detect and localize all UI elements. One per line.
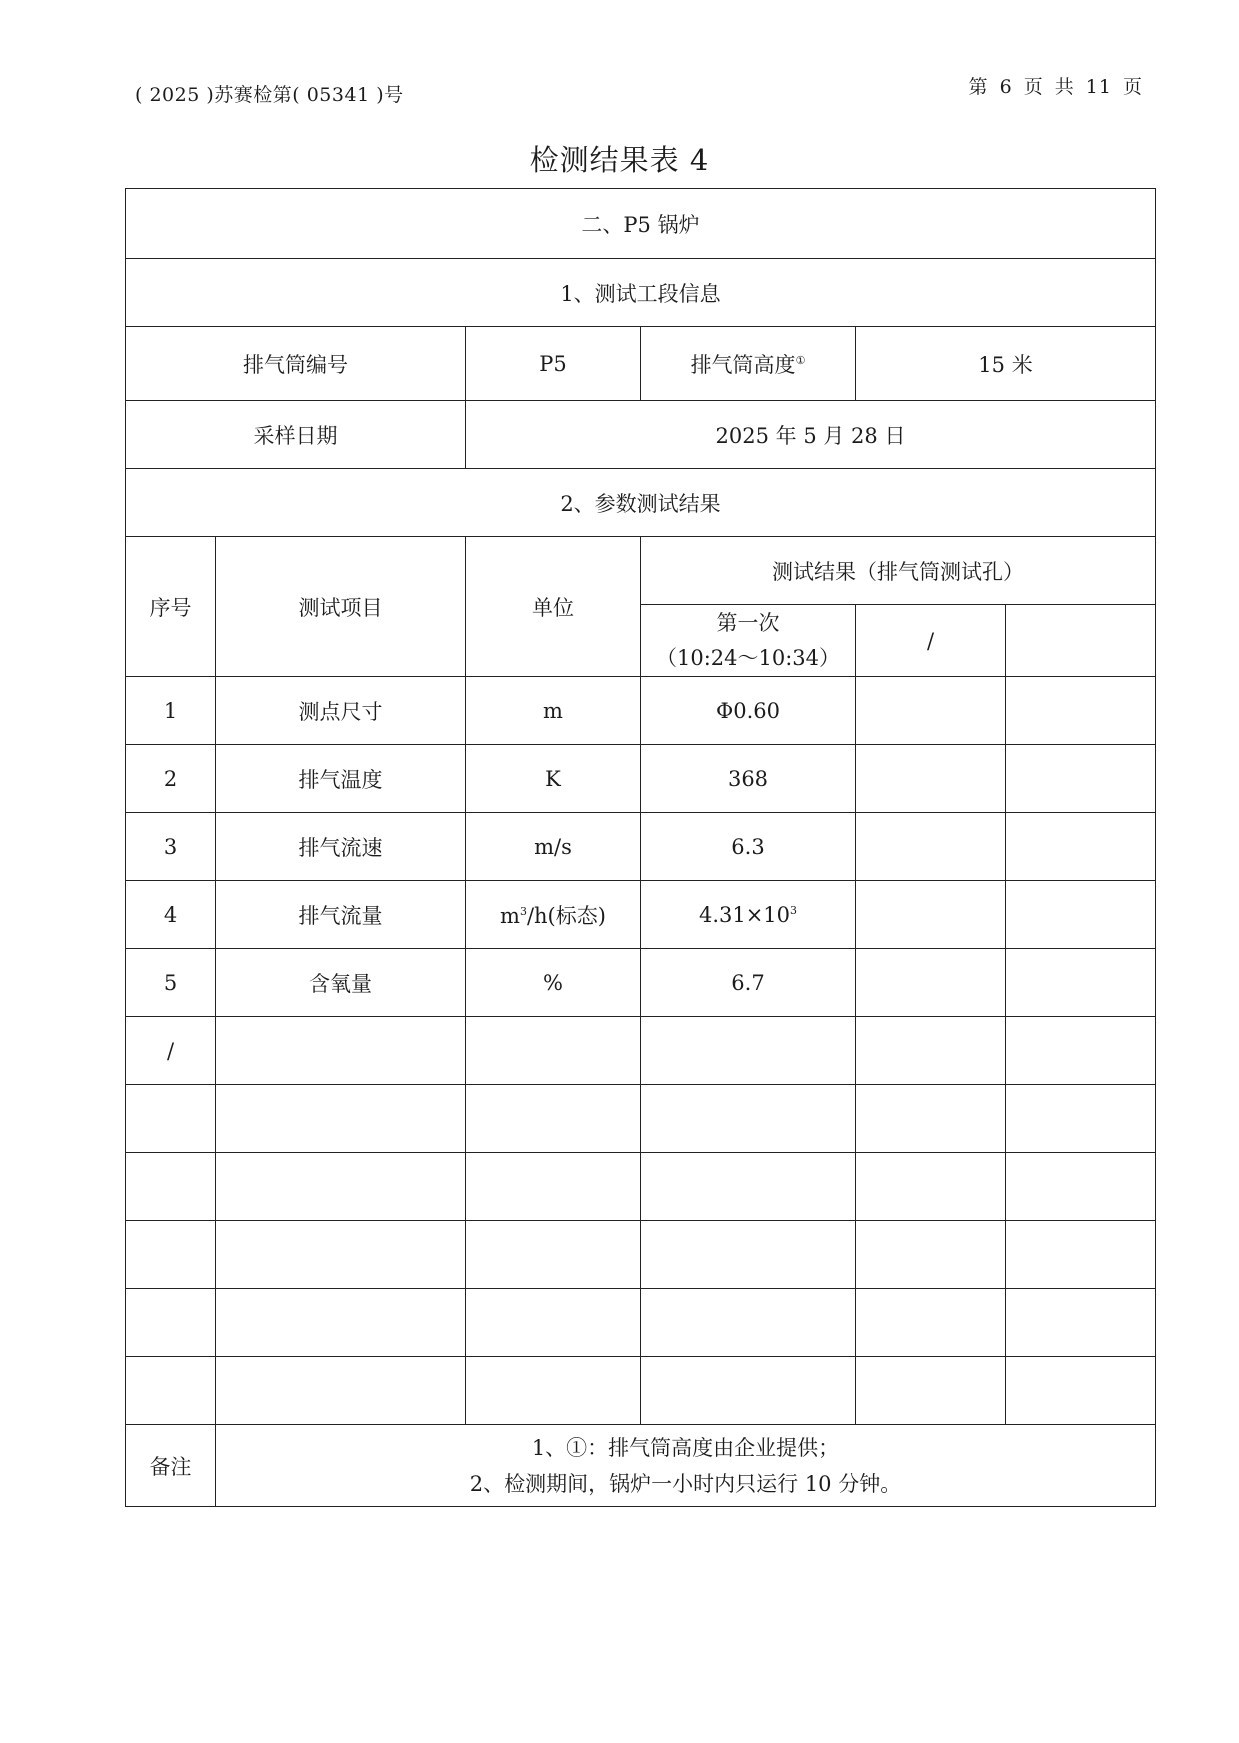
row-item: 测点尺寸 bbox=[216, 677, 466, 745]
section-title: 二、P5 锅炉 bbox=[126, 189, 1156, 259]
row-empty bbox=[466, 1357, 641, 1425]
unit-superscript: 3 bbox=[519, 904, 527, 918]
row-seq: / bbox=[126, 1017, 216, 1085]
table-row bbox=[126, 677, 1156, 745]
row-unit: % bbox=[466, 949, 641, 1017]
page-title: 检测结果表 4 bbox=[529, 143, 710, 177]
header-unit: 单位 bbox=[466, 537, 641, 677]
header-seq: 序号 bbox=[126, 537, 216, 677]
row-value: 6.7 bbox=[641, 949, 856, 1017]
stack-height-label-text: 排气筒高度 bbox=[690, 352, 796, 377]
row-seq: 2 bbox=[126, 745, 216, 813]
value-superscript: 3 bbox=[790, 903, 798, 917]
sample-date-label: 采样日期 bbox=[126, 401, 466, 469]
stack-height-value: 15 米 bbox=[856, 327, 1156, 401]
row-seq: 5 bbox=[126, 949, 216, 1017]
row-empty bbox=[216, 1017, 466, 1085]
row-empty bbox=[856, 949, 1006, 1017]
value-base: 4.31×10 bbox=[698, 902, 791, 927]
info-section-label: 1、测试工段信息 bbox=[126, 259, 1156, 327]
section-row bbox=[126, 189, 1156, 259]
row-empty bbox=[466, 1153, 641, 1221]
row-empty bbox=[1006, 949, 1156, 1017]
remarks-content bbox=[216, 1425, 1156, 1507]
sample-date-value: 2025 年 5 月 28 日 bbox=[466, 401, 1156, 469]
row-seq: 4 bbox=[126, 881, 216, 949]
row-item: 含氧量 bbox=[216, 949, 466, 1017]
row-empty bbox=[126, 1153, 216, 1221]
stack-info-row bbox=[126, 327, 1156, 401]
row-empty bbox=[856, 1357, 1006, 1425]
row-empty bbox=[856, 677, 1006, 745]
row-item: 排气流速 bbox=[216, 813, 466, 881]
row-empty bbox=[856, 881, 1006, 949]
row-empty bbox=[216, 1153, 466, 1221]
row-unit: m/s bbox=[466, 813, 641, 881]
unit-rest: /h(标态) bbox=[526, 903, 606, 928]
unit-base: m bbox=[500, 903, 520, 928]
footnote-mark: ① bbox=[795, 353, 806, 367]
results-section-label: 2、参数测试结果 bbox=[126, 469, 1156, 537]
header-item: 测试项目 bbox=[216, 537, 466, 677]
header-first-label: 第一次 bbox=[716, 610, 780, 635]
table-row bbox=[126, 1153, 1156, 1221]
row-empty bbox=[1006, 677, 1156, 745]
row-empty bbox=[1006, 1153, 1156, 1221]
row-empty bbox=[1006, 1289, 1156, 1357]
row-empty bbox=[1006, 813, 1156, 881]
row-empty bbox=[1006, 1017, 1156, 1085]
table-row bbox=[126, 1017, 1156, 1085]
header-first-run bbox=[641, 605, 856, 677]
row-item: 排气温度 bbox=[216, 745, 466, 813]
table-row bbox=[126, 881, 1156, 949]
header-result: 测试结果（排气筒测试孔） bbox=[641, 537, 1156, 605]
header-second-run: / bbox=[856, 605, 1006, 677]
row-unit: m bbox=[466, 677, 641, 745]
table-row bbox=[126, 949, 1156, 1017]
row-empty bbox=[126, 1085, 216, 1153]
row-value bbox=[641, 881, 856, 949]
row-empty bbox=[216, 1289, 466, 1357]
row-unit: K bbox=[466, 745, 641, 813]
row-empty bbox=[641, 1017, 856, 1085]
row-empty bbox=[216, 1085, 466, 1153]
table-row bbox=[126, 1221, 1156, 1289]
sample-date-row bbox=[126, 401, 1156, 469]
row-empty bbox=[856, 1153, 1006, 1221]
row-empty bbox=[1006, 1085, 1156, 1153]
remarks-row bbox=[126, 1425, 1156, 1507]
header-row-1 bbox=[126, 537, 1156, 605]
row-empty bbox=[466, 1017, 641, 1085]
page-indicator: 第 6 页 共 11 页 bbox=[968, 76, 1143, 98]
header-third-run bbox=[1006, 605, 1156, 677]
stack-no-label: 排气筒编号 bbox=[126, 327, 466, 401]
row-seq: 1 bbox=[126, 677, 216, 745]
row-item: 排气流量 bbox=[216, 881, 466, 949]
table-row bbox=[126, 1085, 1156, 1153]
row-empty bbox=[216, 1357, 466, 1425]
stack-no-value: P5 bbox=[466, 327, 641, 401]
report-number: ( 2025 )苏赛检第( 05341 )号 bbox=[135, 84, 404, 106]
row-empty bbox=[216, 1221, 466, 1289]
row-empty bbox=[641, 1085, 856, 1153]
row-empty bbox=[641, 1153, 856, 1221]
row-empty bbox=[1006, 1221, 1156, 1289]
row-empty bbox=[856, 813, 1006, 881]
row-empty bbox=[466, 1289, 641, 1357]
row-empty bbox=[856, 745, 1006, 813]
remarks-label: 备注 bbox=[126, 1425, 216, 1507]
row-empty bbox=[641, 1289, 856, 1357]
row-empty bbox=[1006, 881, 1156, 949]
results-section-row bbox=[126, 469, 1156, 537]
row-seq: 3 bbox=[126, 813, 216, 881]
table-row bbox=[126, 1289, 1156, 1357]
header-first-time: （10:24～10:34） bbox=[655, 645, 841, 670]
stack-height-label bbox=[641, 327, 856, 401]
results-table bbox=[125, 188, 1156, 1507]
table-row bbox=[126, 745, 1156, 813]
info-section-row bbox=[126, 259, 1156, 327]
row-empty bbox=[856, 1289, 1006, 1357]
row-value: 368 bbox=[641, 745, 856, 813]
row-empty bbox=[856, 1221, 1006, 1289]
row-value: Φ0.60 bbox=[641, 677, 856, 745]
remark-line: 2、检测期间，锅炉一小时内只运行 10 分钟。 bbox=[469, 1471, 902, 1496]
row-empty bbox=[641, 1357, 856, 1425]
remark-line: 1、①：排气筒高度由企业提供； bbox=[531, 1435, 840, 1460]
row-unit bbox=[466, 881, 641, 949]
row-empty bbox=[856, 1085, 1006, 1153]
table-row bbox=[126, 813, 1156, 881]
row-empty bbox=[1006, 1357, 1156, 1425]
row-empty bbox=[126, 1357, 216, 1425]
row-value: 6.3 bbox=[641, 813, 856, 881]
row-empty bbox=[1006, 745, 1156, 813]
row-empty bbox=[856, 1017, 1006, 1085]
row-empty bbox=[466, 1085, 641, 1153]
row-empty bbox=[126, 1221, 216, 1289]
table-row bbox=[126, 1357, 1156, 1425]
row-empty bbox=[126, 1289, 216, 1357]
row-empty bbox=[641, 1221, 856, 1289]
row-empty bbox=[466, 1221, 641, 1289]
